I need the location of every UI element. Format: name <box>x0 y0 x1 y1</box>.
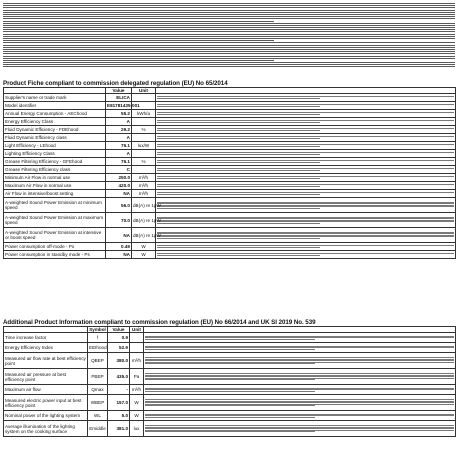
notes-line <box>145 379 315 380</box>
row-label: Average illumination of the lighting system on the cooking surface <box>4 421 88 437</box>
notes-line <box>145 339 315 340</box>
row-value: 52.9 <box>108 343 130 353</box>
notes-line <box>145 417 315 418</box>
row-label: Minimum Air Flow in normal use <box>4 174 106 182</box>
fine-print-line <box>3 49 455 50</box>
row-value: 70.0 <box>106 213 132 228</box>
row-label: Grease Filtering Efficiency class <box>4 166 106 174</box>
table-row <box>4 134 456 142</box>
table-row <box>4 150 456 158</box>
column-header-symbol: Symbol <box>89 327 106 332</box>
table-row <box>4 198 456 213</box>
row-label: Fluid Dynamic Efficiency class <box>4 134 106 142</box>
table-row <box>4 94 456 102</box>
row-value: A <box>106 150 132 158</box>
row-label: Nominal power of the lighting system <box>4 411 88 421</box>
row-value: 0.9 <box>108 333 130 343</box>
table-row <box>4 182 456 190</box>
table-row <box>4 190 456 198</box>
row-value: 0.49 <box>106 243 132 251</box>
fine-print-line <box>3 60 274 61</box>
row-unit: lux <box>130 421 144 437</box>
table-row <box>4 353 456 369</box>
fine-print-line <box>3 36 455 37</box>
row-label: Power consumption in standby mode - Ps <box>4 251 106 259</box>
row-symbol: WBEP <box>88 395 108 411</box>
multilingual-notes <box>144 333 456 343</box>
multilingual-notes <box>156 213 456 228</box>
notes-line <box>145 431 315 432</box>
product-fiche-heading: Product Fiche compliant to commission delegated regulation (EU) No 65/2014 <box>3 80 228 87</box>
table-row <box>4 385 456 395</box>
fine-print-line <box>3 7 455 8</box>
multilingual-notes <box>144 411 456 421</box>
notes-line <box>157 114 320 115</box>
row-label: Measured air pressure at best efficiency point <box>4 369 88 385</box>
notes-line <box>157 194 320 195</box>
row-label: Supplier's name or trade mark <box>4 94 106 102</box>
table-row <box>4 118 456 126</box>
row-value: 29.2 <box>106 126 132 134</box>
notes-line <box>157 106 320 107</box>
row-unit: % <box>132 158 156 166</box>
multilingual-notes <box>156 190 456 198</box>
multilingual-notes <box>144 395 456 411</box>
row-label: Measured electric power input at best efficiency point <box>4 395 88 411</box>
notes-line <box>157 255 320 256</box>
row-label: Fluid Dynamic Efficiency - FDEhood <box>4 126 106 134</box>
row-unit: W <box>130 395 144 411</box>
multilingual-notes <box>144 385 456 395</box>
row-label: Model identifier <box>4 102 106 110</box>
row-value: 55.2 <box>106 110 132 118</box>
notes-line <box>145 405 315 406</box>
fine-print-line <box>3 21 274 22</box>
row-label: Measured air flow rate at best efficiency point <box>4 353 88 369</box>
row-unit: W <box>132 243 156 251</box>
notes-line <box>157 223 320 224</box>
row-value: NA <box>106 251 132 259</box>
multilingual-notes <box>156 118 456 126</box>
multilingual-notes <box>144 369 456 385</box>
notes-line <box>157 138 320 139</box>
row-unit <box>132 94 156 102</box>
row-value: 76.1 <box>106 158 132 166</box>
row-label: Energy Efficiency Class <box>4 118 106 126</box>
row-value: - <box>108 385 130 395</box>
fine-print-line <box>3 16 455 17</box>
column-header-unit: Unit <box>130 327 144 333</box>
notes-line <box>145 349 315 350</box>
fine-print-line <box>3 25 455 26</box>
row-label: Air Flow in intensive/boost setting <box>4 190 106 198</box>
table-row <box>4 421 456 437</box>
row-value: NA <box>106 190 132 198</box>
row-unit: dB(A) re 1pW <box>132 198 156 213</box>
fine-print-line <box>3 31 455 32</box>
row-unit: % <box>132 126 156 134</box>
row-value: 380.0 <box>108 353 130 369</box>
row-label: Grease Filtering Efficiency - GFEhood <box>4 158 106 166</box>
row-label: Power consumption off-mode - Po <box>4 243 106 251</box>
fine-print-line <box>3 64 455 65</box>
fine-print-header <box>3 3 455 73</box>
row-unit: W <box>130 411 144 421</box>
table-row <box>4 411 456 421</box>
row-unit: m³/h <box>132 174 156 182</box>
row-symbol: f <box>88 333 108 343</box>
row-label: Energy Efficiency Index <box>4 343 88 353</box>
fine-print-line <box>3 51 455 52</box>
fine-print-line <box>3 29 455 30</box>
row-label: A-weighted Sound Power Emission at maximum speed <box>4 213 106 228</box>
fine-print-line <box>3 27 455 28</box>
row-label: Lighting Efficiency Class <box>4 150 106 158</box>
row-unit: Pa <box>130 369 144 385</box>
table-row <box>4 213 456 228</box>
multilingual-notes <box>156 174 456 182</box>
notes-line <box>157 238 320 239</box>
column-header-unit: Unit <box>132 88 156 94</box>
row-symbol: WL <box>88 411 108 421</box>
row-label: Time increase factor <box>4 333 88 343</box>
table-row <box>4 166 456 174</box>
additional-info-table <box>3 326 456 437</box>
row-unit: kWh/a <box>132 110 156 118</box>
row-value: 5.0 <box>108 411 130 421</box>
row-unit: dB(A) re 1pW <box>132 228 156 243</box>
multilingual-notes <box>156 150 456 158</box>
table-row <box>4 395 456 411</box>
multilingual-notes <box>156 228 456 243</box>
row-symbol: PBEP <box>88 369 108 385</box>
multilingual-notes <box>156 198 456 213</box>
table-row <box>4 369 456 385</box>
row-label: A-weighted Sound Power Emission at minimum speed <box>4 198 106 213</box>
row-unit <box>130 333 144 343</box>
column-header-value: Value <box>106 88 132 94</box>
fine-print-line <box>3 12 455 13</box>
product-fiche-table <box>3 87 456 259</box>
row-value: E81781435-001 <box>107 103 140 108</box>
notes-line <box>157 170 320 171</box>
row-value: 76.1 <box>106 142 132 150</box>
fine-print-line <box>3 5 455 6</box>
row-unit: m³/h <box>130 385 144 395</box>
multilingual-notes <box>156 182 456 190</box>
notes-line <box>157 130 320 131</box>
notes-line <box>157 98 320 99</box>
notes-line <box>157 146 320 147</box>
row-value: ELICA <box>106 94 132 102</box>
row-value: 157.0 <box>108 395 130 411</box>
fine-print-line <box>3 3 455 4</box>
multilingual-notes <box>156 126 456 134</box>
notes-line <box>157 186 320 187</box>
notes-line <box>157 154 320 155</box>
row-value: 56.0 <box>106 198 132 213</box>
table-row <box>4 102 456 110</box>
row-unit <box>132 118 156 126</box>
row-symbol: Emiddle <box>88 421 108 437</box>
table-row <box>4 333 456 343</box>
table-row <box>4 251 456 259</box>
multilingual-notes <box>156 251 456 259</box>
row-value: 381.0 <box>108 421 130 437</box>
fine-print-line <box>3 58 455 59</box>
row-unit: W <box>132 251 156 259</box>
row-unit: m³/h <box>130 353 144 369</box>
fine-print-line <box>3 66 455 67</box>
row-symbol: Qmax <box>88 385 108 395</box>
notes-line <box>145 363 315 364</box>
row-label: Maximum air flow <box>4 385 88 395</box>
multilingual-notes <box>156 102 456 110</box>
row-symbol: QBEP <box>88 353 108 369</box>
multilingual-notes <box>156 94 456 102</box>
fine-print-line <box>3 23 455 24</box>
notes-line <box>157 247 320 248</box>
table-row <box>4 174 456 182</box>
table-row <box>4 228 456 243</box>
multilingual-notes <box>156 243 456 251</box>
row-unit <box>132 134 156 142</box>
notes-line <box>157 122 320 123</box>
row-symbol: EEIhood <box>88 343 108 353</box>
fine-print-line <box>3 47 455 48</box>
notes-line <box>145 391 315 392</box>
fine-print-line <box>3 56 455 57</box>
multilingual-notes <box>144 421 456 437</box>
row-value: 250.0 <box>106 174 132 182</box>
column-header-value: Value <box>108 327 130 333</box>
fine-print-line <box>3 38 455 39</box>
fine-print-line <box>3 18 455 19</box>
fine-print-line <box>3 10 455 11</box>
table-row <box>4 243 456 251</box>
fine-print-line <box>3 53 455 54</box>
row-unit: m³/h <box>132 190 156 198</box>
additional-info-heading: Additional Product Information compliant to commission regulation (EU) No 66/2014 and UK SI 2019 No. 539 <box>3 319 316 326</box>
row-value: 435.0 <box>108 369 130 385</box>
row-unit <box>132 166 156 174</box>
multilingual-notes <box>156 110 456 118</box>
multilingual-notes <box>156 158 456 166</box>
table-row <box>4 343 456 353</box>
row-label: Annual Energy Consumption - AEChood <box>4 110 106 118</box>
row-value: 420.0 <box>106 182 132 190</box>
row-value: A <box>106 134 132 142</box>
fine-print-line <box>3 62 455 63</box>
notes-line <box>157 208 320 209</box>
notes-line <box>157 178 320 179</box>
multilingual-notes <box>156 166 456 174</box>
table-row <box>4 158 456 166</box>
fine-print-line <box>3 14 455 15</box>
table-row <box>4 126 456 134</box>
table-row <box>4 142 456 150</box>
row-value: C <box>106 166 132 174</box>
row-value: A <box>106 118 132 126</box>
fine-print-line <box>3 40 274 41</box>
fine-print-line <box>3 34 455 35</box>
row-label: A-weighted Sound Power Emission at intensive or boost speed <box>4 228 106 243</box>
row-unit: lux/W <box>132 142 156 150</box>
multilingual-notes <box>144 343 456 353</box>
multilingual-notes <box>144 353 456 369</box>
row-label: Light Efficiency - LEhood <box>4 142 106 150</box>
table-row <box>4 110 456 118</box>
multilingual-notes <box>156 134 456 142</box>
row-label: Maximum Air Flow in normal use <box>4 182 106 190</box>
fine-print-line <box>3 45 455 46</box>
row-unit: dB(A) re 1pW <box>132 213 156 228</box>
row-unit: m³/h <box>132 182 156 190</box>
row-unit <box>130 343 144 353</box>
multilingual-notes <box>156 142 456 150</box>
fine-print-line <box>3 42 455 43</box>
row-unit <box>132 150 156 158</box>
row-value: NA <box>106 228 132 243</box>
notes-line <box>157 162 320 163</box>
